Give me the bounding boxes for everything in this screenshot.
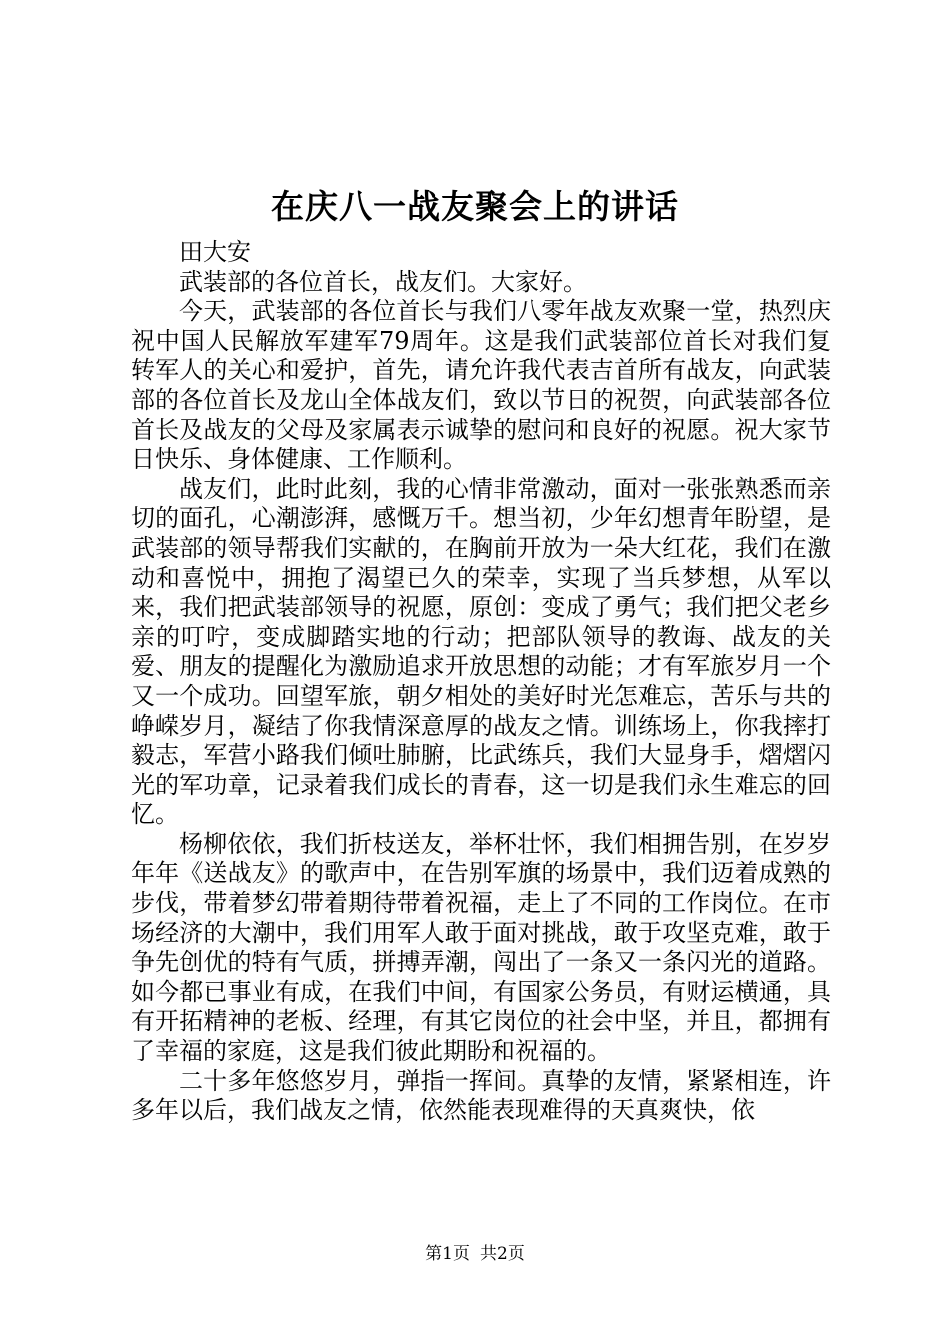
paragraph-years: 二十多年悠悠岁月，弹指一挥间。真挚的友情，紧紧相连，许多年以后，我们战友之情，依然能表现难得的天真爽快，依 (131, 1066, 831, 1125)
paragraph-opening: 今天，武装部的各位首长与我们八零年战友欢聚一堂，热烈庆祝中国人民解放军建军79周年。这是我们武装部位首长对我们复转军人的关心和爱护，首先，请允许我代表吉首所有战友，向武装部的各位首长及龙山全体战友们，致以节日的祝贺，向武装部各位首长及战友的父母及家属表示诚挚的慰问和良好的祝愿。祝大家节日快乐、身体健康、工作顺利。 (131, 297, 831, 474)
page-footer (0, 1242, 950, 1266)
document-title: 在庆八一战友聚会上的讲话 (271, 187, 679, 226)
paragraph-greeting: 武装部的各位首长，战友们。大家好。 (179, 267, 587, 296)
author-line: 田大安 (179, 238, 251, 266)
page-total: 共2页 (480, 1244, 525, 1264)
document-body (131, 238, 831, 1126)
page-number: 第1页 (425, 1244, 470, 1264)
paragraph-farewell: 杨柳依依，我们折枝送友，举杯壮怀，我们相拥告别，在岁岁年年《送战友》的歌声中，在告别军旗的场景中，我们迈着成熟的步伐，带着梦幻带着期待带着祝福，走上了不同的工作岗位。在市场经济的大潮中，我们用军人敢于面对挑战，敢于攻坚克难，敢于争先创优的特有气质，拼搏弄潮，闯出了一条又一条闪光的道路。如今都已事业有成，在我们中间，有国家公务员，有财运横通，具有开拓精神的老板、经理，有其它岗位的社会中坚，并且，都拥有了幸福的家庭，这是我们彼此期盼和祝福的。 (131, 829, 831, 1066)
paragraph-memories: 战友们，此时此刻，我的心情非常激动，面对一张张熟悉而亲切的面孔，心潮澎湃，感慨万千。想当初，少年幻想青年盼望，是武装部的领导帮我们实献的，在胸前开放为一朵大红花，我们在激动和喜悦中，拥抱了渴望已久的荣幸，实现了当兵梦想，从军以来，我们把武装部领导的祝愿，原创：变成了勇气；我们把父老乡亲的叮咛，变成脚踏实地的行动；把部队领导的教诲、战友的关爱、朋友的提醒化为激励追求开放思想的动能；才有军旅岁月一个又一个成功。回望军旅，朝夕相处的美好时光怎难忘，苦乐与共的峥嵘岁月，凝结了你我情深意厚的战友之情。训练场上，你我摔打毅志，军营小路我们倾吐肺腑，比武练兵，我们大显身手，熠熠闪光的军功章，记录着我们成长的青春，这一切是我们永生难忘的回忆。 (131, 474, 831, 829)
